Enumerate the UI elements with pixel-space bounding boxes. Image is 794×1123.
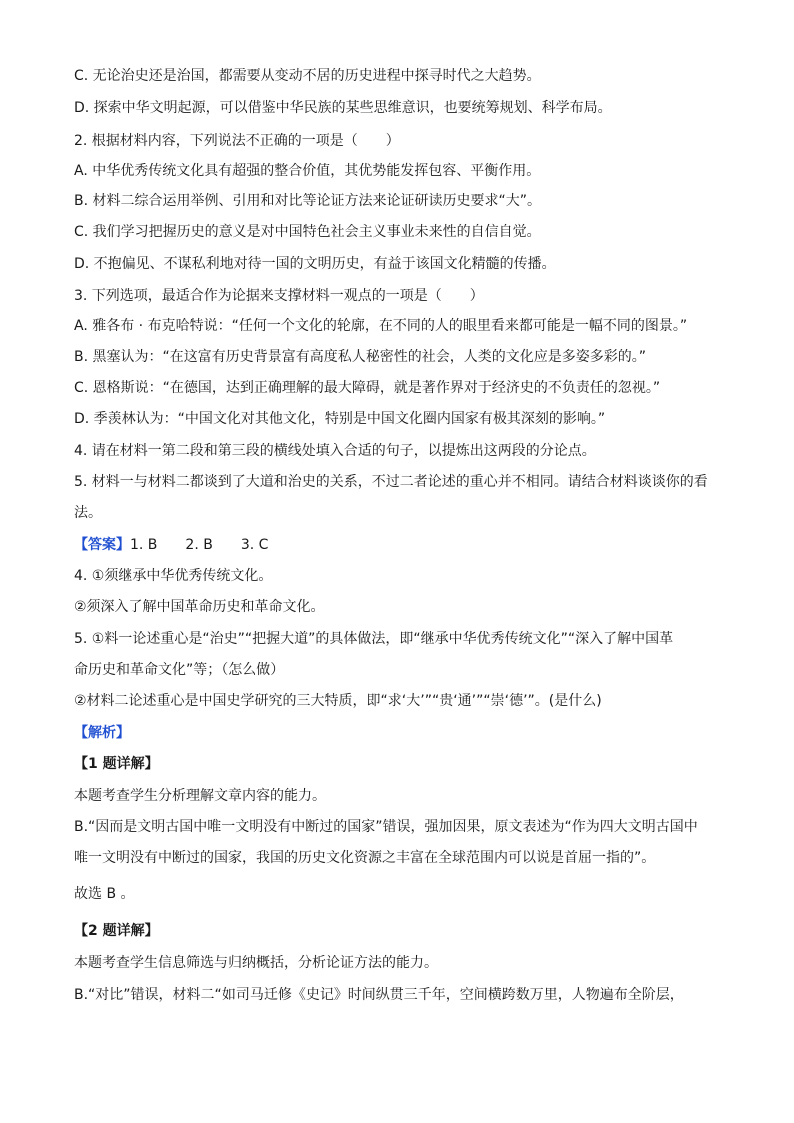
q3-option-b: B. 黑塞认为：“在这富有历史背景富有高度私人秘密性的社会，人类的文化应是多姿多彩的。” — [74, 349, 647, 365]
detail-2-intro: 本题考查学生信息筛选与归纳概括，分析论证方法的能力。 — [74, 955, 438, 971]
detail-1-intro: 本题考查学生分析理解文章内容的能力。 — [74, 788, 326, 804]
q2-option-c: C. 我们学习把握历史的意义是对中国特色社会主义事业未来性的自信自觉。 — [74, 224, 541, 240]
detail-2-heading: 【2 题详解】 — [74, 923, 159, 939]
answer-4-2: ②须深入了解中国革命历史和革命文化。 — [74, 599, 325, 615]
question-5: 5. 材料一与材料二都谈到了大道和治史的关系，不过二者论述的重心并不相同。请结合材料谈谈你的看 — [74, 474, 708, 490]
question-5-cont: 法。 — [74, 505, 102, 521]
analysis-label: 【解析】 — [74, 725, 130, 741]
question-3: 3. 下列选项，最适合作为论据来支撑材料一观点的一项是（ ） — [74, 288, 484, 304]
q2-option-a: A. 中华优秀传统文化具有超强的整合价值，其优势能发挥包容、平衡作用。 — [74, 163, 541, 179]
answer-5-2: ②材料二论述重心是中国史学研究的三大特质，即“求‘大’”“贵‘通’”“崇‘德’”。(是什么) — [74, 693, 602, 709]
detail-1-heading: 【1 题详解】 — [74, 756, 159, 772]
detail-2-explain: B.“对比”错误，材料二“如司马迁修《史记》时间纵贯三千年，空间横跨数万里，人物遍布全阶层， — [74, 987, 684, 1003]
option-c-text: C. 无论治史还是治国，都需要从变动不居的历史进程中探寻时代之大趋势。 — [74, 68, 541, 84]
q3-option-d: D. 季羡林认为：“中国文化对其他文化，特别是中国文化圈内国家有极其深刻的影响。” — [74, 411, 606, 427]
option-d-text: D. 探索中华文明起源，可以借鉴中华民族的某些思维意识，也要统筹规划、科学布局。 — [74, 100, 612, 116]
detail-1-explain: B.“因而是文明古国中唯一文明没有中断过的国家”错误，强加因果，原文表述为“作为四大文明古国中 — [74, 819, 698, 835]
detail-1-choice: 故选 B 。 — [74, 886, 135, 902]
q3-option-c: C. 恩格斯说：“在德国，达到正确理解的最大障碍，就是著作界对于经济史的不负责任的忽视。” — [74, 380, 661, 396]
detail-1-explain-cont: 唯一文明没有中断过的国家，我国的历史文化资源之丰富在全球范围内可以说是首屈一指的”。 — [74, 850, 656, 866]
answer-line — [74, 535, 734, 555]
question-2: 2. 根据材料内容，下列说法不正确的一项是（ ） — [74, 133, 400, 149]
q2-option-b: B. 材料二综合运用举例、引用和对比等论证方法来论证研读历史要求“大”。 — [74, 193, 542, 209]
answer-label: 【答案】 — [74, 537, 130, 553]
answer-5-1-cont: 命历史和革命文化”等；（怎么做） — [74, 662, 285, 678]
question-4: 4. 请在材料一第二段和第三段的横线处填入合适的句子，以提炼出这两段的分论点。 — [74, 443, 596, 459]
answer-items: 1. B 2. B 3. C — [130, 537, 269, 553]
answer-5-1: 5. ①料一论述重心是“治史”“把握大道”的具体做法，即“继承中华优秀传统文化”“深入了解中国革 — [74, 631, 674, 647]
answer-4-1: 4. ①须继承中华优秀传统文化。 — [74, 568, 273, 584]
q2-option-d: D. 不抱偏见、不谋私利地对待一国的文明历史，有益于该国文化精髓的传播。 — [74, 256, 556, 272]
q3-option-a: A. 雅各布 · 布克哈特说：“任何一个文化的轮廓，在不同的人的眼里看来都可能是一幅不同的图景。” — [74, 318, 688, 334]
